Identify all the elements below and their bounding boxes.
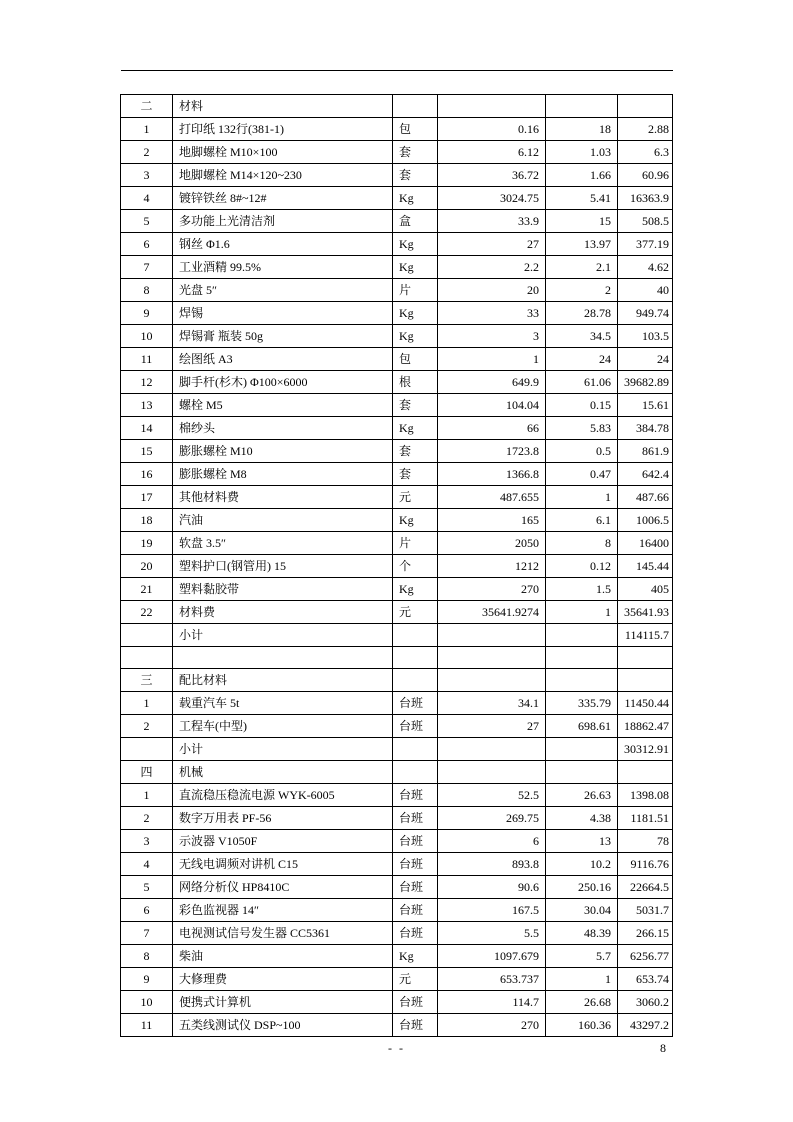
- cell-index: 1: [121, 784, 173, 807]
- cell-total: 3060.2: [618, 991, 673, 1014]
- cell-total: 949.74: [618, 302, 673, 325]
- cell-unit: 元: [393, 486, 438, 509]
- cell-total: 2.88: [618, 118, 673, 141]
- cell-total: 24: [618, 348, 673, 371]
- cell-index: 7: [121, 922, 173, 945]
- cell-item-name: 脚手杆(杉木) Φ100×6000: [173, 371, 393, 394]
- cell-unit-price: 1: [546, 601, 618, 624]
- cell-total: 266.15: [618, 922, 673, 945]
- cell-unit: [393, 761, 438, 784]
- cell-quantity: 104.04: [438, 394, 546, 417]
- cell-unit: [393, 95, 438, 118]
- cell-total: 15.61: [618, 394, 673, 417]
- cell-unit: [393, 647, 438, 669]
- cell-unit-price: 13: [546, 830, 618, 853]
- table-row: [121, 784, 673, 807]
- cell-item-name: 地脚螺栓 M10×100: [173, 141, 393, 164]
- cell-total: 377.19: [618, 233, 673, 256]
- cell-quantity: 52.5: [438, 784, 546, 807]
- cell-total: 861.9: [618, 440, 673, 463]
- cell-item-name: 塑料黏胶带: [173, 578, 393, 601]
- cell-total: [618, 95, 673, 118]
- cell-unit-price: 26.68: [546, 991, 618, 1014]
- cell-unit-price: 250.16: [546, 876, 618, 899]
- cell-quantity: [438, 761, 546, 784]
- cell-total: [618, 761, 673, 784]
- cell-item-name: 塑料护口(钢管用) 15: [173, 555, 393, 578]
- cell-unit-price: 6.1: [546, 509, 618, 532]
- cell-unit: Kg: [393, 578, 438, 601]
- table-row: [121, 738, 673, 761]
- table-row: [121, 141, 673, 164]
- table-row: [121, 692, 673, 715]
- cell-total: 39682.89: [618, 371, 673, 394]
- table-row: [121, 440, 673, 463]
- table-row: [121, 210, 673, 233]
- cell-unit: 台班: [393, 830, 438, 853]
- table-row: [121, 164, 673, 187]
- cell-quantity: 35641.9274: [438, 601, 546, 624]
- cell-unit: 台班: [393, 692, 438, 715]
- cell-unit-price: 335.79: [546, 692, 618, 715]
- table-row: [121, 486, 673, 509]
- cell-item-name: 膨胀螺栓 M10: [173, 440, 393, 463]
- table-row: [121, 256, 673, 279]
- cell-unit-price: 61.06: [546, 371, 618, 394]
- cell-quantity: [438, 738, 546, 761]
- cell-item-name: 钢丝 Φ1.6: [173, 233, 393, 256]
- cell-index: 20: [121, 555, 173, 578]
- cell-unit: 套: [393, 141, 438, 164]
- table-row: [121, 348, 673, 371]
- cell-quantity: 27: [438, 233, 546, 256]
- cell-total: 16363.9: [618, 187, 673, 210]
- cell-unit: 套: [393, 164, 438, 187]
- cell-unit-price: 5.83: [546, 417, 618, 440]
- cell-index: [121, 647, 173, 669]
- cell-item-name: 示波器 V1050F: [173, 830, 393, 853]
- table-row: [121, 968, 673, 991]
- cell-index: 22: [121, 601, 173, 624]
- table-row: [121, 761, 673, 784]
- cell-item-name: 直流稳压稳流电源 WYK-6005: [173, 784, 393, 807]
- cell-unit: 盒: [393, 210, 438, 233]
- cell-quantity: 33: [438, 302, 546, 325]
- cell-quantity: 90.6: [438, 876, 546, 899]
- cell-index: 15: [121, 440, 173, 463]
- cell-total: 9116.76: [618, 853, 673, 876]
- cell-index: 8: [121, 279, 173, 302]
- cell-unit-price: 26.63: [546, 784, 618, 807]
- cell-quantity: 2050: [438, 532, 546, 555]
- table-row: [121, 394, 673, 417]
- cell-quantity: [438, 95, 546, 118]
- cell-unit-price: 2: [546, 279, 618, 302]
- cell-index: 4: [121, 187, 173, 210]
- table-row: [121, 302, 673, 325]
- cell-unit: Kg: [393, 187, 438, 210]
- cell-index: 12: [121, 371, 173, 394]
- cell-quantity: 3: [438, 325, 546, 348]
- cell-index: 10: [121, 325, 173, 348]
- cell-item-name: 机械: [173, 761, 393, 784]
- cell-total: 653.74: [618, 968, 673, 991]
- cell-index: 6: [121, 233, 173, 256]
- cell-total: 78: [618, 830, 673, 853]
- cell-unit: Kg: [393, 417, 438, 440]
- cell-index: 9: [121, 968, 173, 991]
- cell-unit-price: [546, 669, 618, 692]
- cell-item-name: 焊锡膏 瓶装 50g: [173, 325, 393, 348]
- cell-unit-price: 10.2: [546, 853, 618, 876]
- cell-unit-price: 1.5: [546, 578, 618, 601]
- cell-item-name: 载重汽车 5t: [173, 692, 393, 715]
- cell-total: [618, 669, 673, 692]
- cell-item-name: 汽油: [173, 509, 393, 532]
- cell-index: 4: [121, 853, 173, 876]
- cell-quantity: 5.5: [438, 922, 546, 945]
- cell-index: [121, 624, 173, 647]
- cell-item-name: 数字万用表 PF-56: [173, 807, 393, 830]
- cell-quantity: 2.2: [438, 256, 546, 279]
- table-row: [121, 555, 673, 578]
- cell-total: 40: [618, 279, 673, 302]
- table-row: [121, 532, 673, 555]
- cell-total: 1398.08: [618, 784, 673, 807]
- table-row: [121, 463, 673, 486]
- table-row: [121, 876, 673, 899]
- cell-unit-price: 160.36: [546, 1014, 618, 1037]
- cell-item-name: 工业酒精 99.5%: [173, 256, 393, 279]
- cell-quantity: [438, 624, 546, 647]
- header-rule: [121, 70, 673, 71]
- cell-total: 145.44: [618, 555, 673, 578]
- cell-unit-price: 1.66: [546, 164, 618, 187]
- cell-total: 508.5: [618, 210, 673, 233]
- cell-item-name: 小计: [173, 624, 393, 647]
- table-row: [121, 279, 673, 302]
- cell-unit-price: 0.47: [546, 463, 618, 486]
- cell-total: 4.62: [618, 256, 673, 279]
- footer-dashes: - -: [388, 1041, 405, 1055]
- cell-unit: 台班: [393, 784, 438, 807]
- cell-unit-price: 5.41: [546, 187, 618, 210]
- table-row: [121, 1014, 673, 1037]
- cell-quantity: [438, 669, 546, 692]
- cell-total: 642.4: [618, 463, 673, 486]
- cell-item-name: 软盘 3.5″: [173, 532, 393, 555]
- cell-item-name: 绘图纸 A3: [173, 348, 393, 371]
- cell-unit-price: 8: [546, 532, 618, 555]
- cell-quantity: 114.7: [438, 991, 546, 1014]
- cost-table-body: [121, 95, 673, 1037]
- cell-index: 2: [121, 141, 173, 164]
- cell-index: 9: [121, 302, 173, 325]
- cell-item-name: 无线电调频对讲机 C15: [173, 853, 393, 876]
- cell-unit-price: 18: [546, 118, 618, 141]
- cell-unit: Kg: [393, 233, 438, 256]
- cell-item-name: 配比材料: [173, 669, 393, 692]
- cell-unit-price: 34.5: [546, 325, 618, 348]
- cell-item-name: 焊锡: [173, 302, 393, 325]
- table-row: [121, 830, 673, 853]
- table-row: [121, 647, 673, 669]
- cell-unit-price: 1: [546, 968, 618, 991]
- cell-quantity: 167.5: [438, 899, 546, 922]
- cell-index: 二: [121, 95, 173, 118]
- cell-item-name: 柴油: [173, 945, 393, 968]
- cell-unit-price: [546, 624, 618, 647]
- cell-item-name: 膨胀螺栓 M8: [173, 463, 393, 486]
- cell-quantity: 270: [438, 578, 546, 601]
- cell-quantity: 20: [438, 279, 546, 302]
- cell-index: 5: [121, 210, 173, 233]
- page-number: 8: [660, 1041, 666, 1055]
- cell-quantity: 1723.8: [438, 440, 546, 463]
- cell-unit-price: [546, 95, 618, 118]
- cell-index: 2: [121, 715, 173, 738]
- cell-quantity: 269.75: [438, 807, 546, 830]
- cell-unit: 元: [393, 601, 438, 624]
- cell-item-name: 工程车(中型): [173, 715, 393, 738]
- cell-quantity: 27: [438, 715, 546, 738]
- cell-unit: 台班: [393, 991, 438, 1014]
- cell-unit-price: 24: [546, 348, 618, 371]
- cell-item-name: 其他材料费: [173, 486, 393, 509]
- cell-index: 8: [121, 945, 173, 968]
- table-row: [121, 95, 673, 118]
- cell-quantity: 6.12: [438, 141, 546, 164]
- cell-unit: Kg: [393, 945, 438, 968]
- cell-index: [121, 738, 173, 761]
- cell-unit: 个: [393, 555, 438, 578]
- cell-unit: 台班: [393, 715, 438, 738]
- cell-unit-price: 1.03: [546, 141, 618, 164]
- cell-unit: 根: [393, 371, 438, 394]
- cell-unit: 片: [393, 532, 438, 555]
- cell-unit: 台班: [393, 1014, 438, 1037]
- table-row: [121, 187, 673, 210]
- cell-quantity: 270: [438, 1014, 546, 1037]
- cell-item-name: [173, 647, 393, 669]
- cell-quantity: 6: [438, 830, 546, 853]
- cell-total: 405: [618, 578, 673, 601]
- cell-total: 114115.7: [618, 624, 673, 647]
- cell-total: 30312.91: [618, 738, 673, 761]
- cell-unit-price: 4.38: [546, 807, 618, 830]
- cell-index: 19: [121, 532, 173, 555]
- cell-unit: 台班: [393, 876, 438, 899]
- cell-unit: 包: [393, 348, 438, 371]
- cell-quantity: 165: [438, 509, 546, 532]
- cell-quantity: 3024.75: [438, 187, 546, 210]
- cell-unit: Kg: [393, 256, 438, 279]
- table-row: [121, 118, 673, 141]
- table-row: [121, 325, 673, 348]
- cell-unit: 套: [393, 394, 438, 417]
- cell-unit-price: 15: [546, 210, 618, 233]
- cell-total: 35641.93: [618, 601, 673, 624]
- cell-item-name: 打印纸 132行(381-1): [173, 118, 393, 141]
- cell-unit: 包: [393, 118, 438, 141]
- cell-unit: Kg: [393, 302, 438, 325]
- cell-quantity: 66: [438, 417, 546, 440]
- cell-total: 6256.77: [618, 945, 673, 968]
- cell-index: 11: [121, 1014, 173, 1037]
- cell-unit: [393, 624, 438, 647]
- table-row: [121, 899, 673, 922]
- cell-index: 1: [121, 692, 173, 715]
- cell-item-name: 地脚螺栓 M14×120~230: [173, 164, 393, 187]
- cell-unit-price: 48.39: [546, 922, 618, 945]
- cell-unit: [393, 738, 438, 761]
- cell-index: 16: [121, 463, 173, 486]
- cell-total: 1181.51: [618, 807, 673, 830]
- cell-unit-price: 0.5: [546, 440, 618, 463]
- cell-quantity: 487.655: [438, 486, 546, 509]
- cell-item-name: 五类线测试仪 DSP~100: [173, 1014, 393, 1037]
- table-row: [121, 509, 673, 532]
- cell-index: 3: [121, 164, 173, 187]
- cell-item-name: 网络分析仪 HP8410C: [173, 876, 393, 899]
- table-row: [121, 922, 673, 945]
- cell-index: 11: [121, 348, 173, 371]
- cell-index: 21: [121, 578, 173, 601]
- cell-unit: 套: [393, 440, 438, 463]
- table-row: [121, 807, 673, 830]
- cell-index: 四: [121, 761, 173, 784]
- cell-unit: 元: [393, 968, 438, 991]
- cell-unit: 台班: [393, 807, 438, 830]
- cell-quantity: 0.16: [438, 118, 546, 141]
- cell-total: 22664.5: [618, 876, 673, 899]
- cell-unit-price: 5.7: [546, 945, 618, 968]
- cell-index: 3: [121, 830, 173, 853]
- cell-total: 487.66: [618, 486, 673, 509]
- cell-total: 384.78: [618, 417, 673, 440]
- cell-unit-price: 0.12: [546, 555, 618, 578]
- table-row: [121, 601, 673, 624]
- cell-item-name: 彩色监视器 14″: [173, 899, 393, 922]
- cell-quantity: 649.9: [438, 371, 546, 394]
- cell-unit-price: [546, 738, 618, 761]
- cell-item-name: 便携式计算机: [173, 991, 393, 1014]
- cell-item-name: 螺栓 M5: [173, 394, 393, 417]
- table-row: [121, 715, 673, 738]
- cell-item-name: 棉纱头: [173, 417, 393, 440]
- cell-unit-price: 698.61: [546, 715, 618, 738]
- cell-quantity: 36.72: [438, 164, 546, 187]
- cell-item-name: 材料: [173, 95, 393, 118]
- cell-index: 10: [121, 991, 173, 1014]
- cell-total: 16400: [618, 532, 673, 555]
- cell-quantity: [438, 647, 546, 669]
- cell-total: 5031.7: [618, 899, 673, 922]
- cell-total: [618, 647, 673, 669]
- cell-index: 18: [121, 509, 173, 532]
- cell-index: 6: [121, 899, 173, 922]
- table-row: [121, 945, 673, 968]
- table-row: [121, 233, 673, 256]
- cell-index: 2: [121, 807, 173, 830]
- cell-quantity: 653.737: [438, 968, 546, 991]
- cell-unit: 台班: [393, 899, 438, 922]
- cell-total: 18862.47: [618, 715, 673, 738]
- cell-item-name: 小计: [173, 738, 393, 761]
- cell-total: 6.3: [618, 141, 673, 164]
- cell-quantity: 33.9: [438, 210, 546, 233]
- cell-item-name: 材料费: [173, 601, 393, 624]
- cell-quantity: 34.1: [438, 692, 546, 715]
- cell-unit: Kg: [393, 325, 438, 348]
- cell-index: 1: [121, 118, 173, 141]
- cell-quantity: 1366.8: [438, 463, 546, 486]
- table-row: [121, 371, 673, 394]
- table-row: [121, 669, 673, 692]
- table-row: [121, 991, 673, 1014]
- cell-quantity: 893.8: [438, 853, 546, 876]
- cell-item-name: 光盘 5″: [173, 279, 393, 302]
- cell-unit-price: 13.97: [546, 233, 618, 256]
- cell-unit: 台班: [393, 922, 438, 945]
- cell-index: 5: [121, 876, 173, 899]
- cell-index: 三: [121, 669, 173, 692]
- cell-unit-price: 1: [546, 486, 618, 509]
- cell-item-name: 电视测试信号发生器 CC5361: [173, 922, 393, 945]
- cell-item-name: 大修理费: [173, 968, 393, 991]
- cell-unit-price: [546, 761, 618, 784]
- cell-unit-price: [546, 647, 618, 669]
- cell-unit: Kg: [393, 509, 438, 532]
- cell-total: 43297.2: [618, 1014, 673, 1037]
- cell-unit: 片: [393, 279, 438, 302]
- cell-quantity: 1097.679: [438, 945, 546, 968]
- table-row: [121, 417, 673, 440]
- cell-total: 103.5: [618, 325, 673, 348]
- cell-total: 11450.44: [618, 692, 673, 715]
- table-row: [121, 624, 673, 647]
- cell-quantity: 1: [438, 348, 546, 371]
- cell-unit: [393, 669, 438, 692]
- cell-index: 14: [121, 417, 173, 440]
- cell-unit-price: 30.04: [546, 899, 618, 922]
- cell-unit: 台班: [393, 853, 438, 876]
- cell-item-name: 多功能上光清洁剂: [173, 210, 393, 233]
- cell-unit-price: 0.15: [546, 394, 618, 417]
- cell-index: 13: [121, 394, 173, 417]
- cell-quantity: 1212: [438, 555, 546, 578]
- cell-total: 60.96: [618, 164, 673, 187]
- table-row: [121, 578, 673, 601]
- cost-table: [120, 94, 673, 1037]
- cell-unit: 套: [393, 463, 438, 486]
- cell-unit-price: 28.78: [546, 302, 618, 325]
- cell-total: 1006.5: [618, 509, 673, 532]
- cell-item-name: 镀锌铁丝 8#~12#: [173, 187, 393, 210]
- table-row: [121, 853, 673, 876]
- cell-index: 7: [121, 256, 173, 279]
- cell-unit-price: 2.1: [546, 256, 618, 279]
- cell-index: 17: [121, 486, 173, 509]
